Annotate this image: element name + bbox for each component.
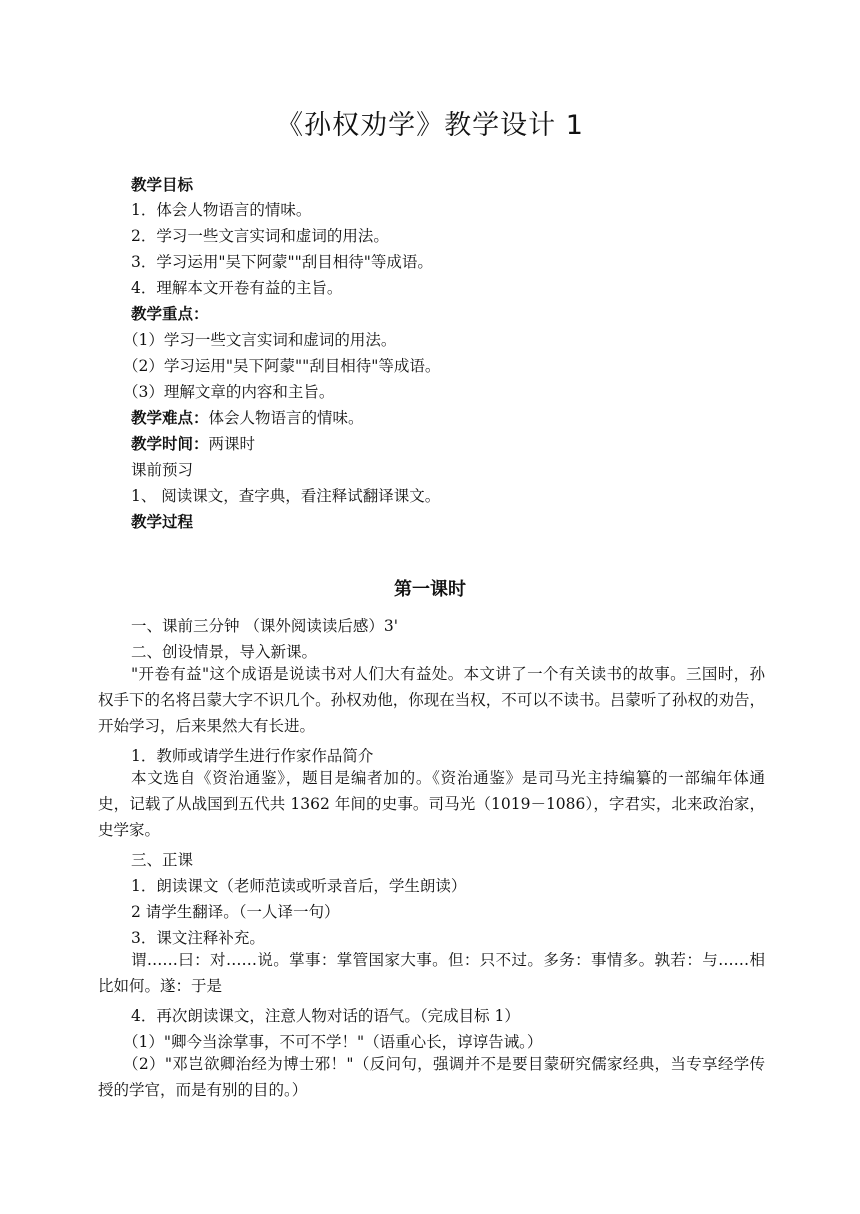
difficulty-line xyxy=(131,408,364,428)
objective-item: 3．学习运用"吴下阿蒙""刮目相待"等成语。 xyxy=(131,253,433,271)
difficulty-label: 教学难点： xyxy=(131,409,209,427)
lesson-line: 3．课文注释补充。 xyxy=(131,929,265,947)
key-point-item: （1）学习一些文言实词和虚词的用法。 xyxy=(123,331,397,349)
time-text: 两课时 xyxy=(208,435,256,453)
lesson-line: 二、创设情景，导入新课。 xyxy=(131,643,318,661)
lesson-line: 1．教师或请学生进行作家作品简介 xyxy=(131,747,374,765)
preview-heading: 课前预习 xyxy=(131,461,194,479)
dialogue-paragraph: （2）"邓岂欲卿治经为博士邪！"（反问句，强调并不是要目蒙研究儒家经典，当专享经学传授的学官，而是有别的目的。） xyxy=(98,1055,765,1099)
lesson-line: 三、正课 xyxy=(131,851,194,869)
objective-item: 4．理解本文开卷有益的主旨。 xyxy=(131,279,343,297)
key-point-item: （2）学习运用"吴下阿蒙""刮目相待"等成语。 xyxy=(123,357,441,375)
dialogue-line: （1）"卿今当涂掌事，不可不学！"（语重心长，谆谆告诫。） xyxy=(123,1033,543,1051)
key-point-item: （3）理解文章的内容和主旨。 xyxy=(123,383,335,401)
lesson-line: 4．再次朗读课文，注意人物对话的语气。（完成目标 1） xyxy=(131,1007,520,1025)
objective-item: 2．学习一些文言实词和虚词的用法。 xyxy=(131,227,389,245)
difficulty-text: 体会人物语言的情味。 xyxy=(208,409,364,427)
lesson-line: 2 请学生翻译。（一人译一句） xyxy=(131,903,340,921)
time-line xyxy=(131,434,255,454)
intro-paragraph: "开卷有益"这个成语是说读书对人们大有益处。本文讲了一个有关读书的故事。三国时，孙权手下的名将吕蒙大字不识几个。孙权劝他，你现在当权，不可以不读书。吕蒙听了孙权的劝告，开始学习，后来果然大有长进。 xyxy=(98,665,765,735)
time-label: 教学时间： xyxy=(131,435,209,453)
objectives-heading: 教学目标 xyxy=(131,176,194,194)
lesson-line: 一、课前三分钟 （课外阅读读后感）3' xyxy=(131,617,399,635)
notes-paragraph: 谓……曰：对……说。掌事：掌管国家大事。但：只不过。多务：事情多。孰若：与……相比如何。遂：于是 xyxy=(98,951,765,995)
author-paragraph: 本文选自《资治通鉴》，题目是编者加的。《资治通鉴》是司马光主持编纂的一部编年体通史，记载了从战国到五代共 1362 年间的史事。司马光（1019－1086），字君实，北来政治家，史学家。 xyxy=(98,769,765,839)
preview-item: 1、 阅读课文，查字典，看注释试翻译课文。 xyxy=(131,487,441,505)
lesson-title: 第一课时 xyxy=(394,579,466,600)
key-points-heading: 教学重点： xyxy=(131,305,209,323)
process-heading: 教学过程 xyxy=(131,513,194,531)
lesson-line: 1．朗读课文（老师范读或听录音后，学生朗读） xyxy=(131,877,467,895)
objective-item: 1．体会人物语言的情味。 xyxy=(131,201,312,219)
document-title: 《孙权劝学》教学设计 1 xyxy=(276,110,584,141)
